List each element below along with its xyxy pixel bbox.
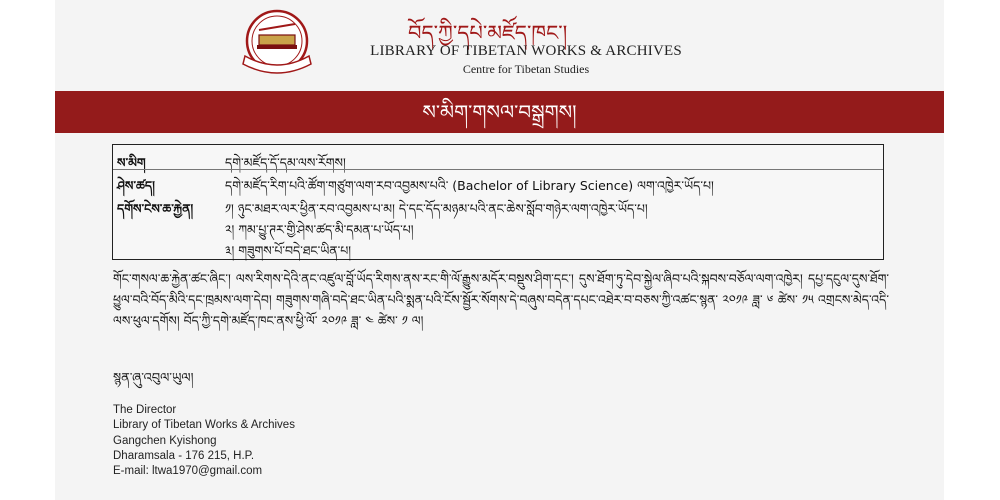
row-label: ས་མིག [117, 155, 146, 170]
banner-title: ས་མིག་གསལ་བསྒྲགས། [422, 100, 577, 124]
info-row-requirement-1 [113, 195, 883, 217]
vacancy-info-box [112, 144, 884, 260]
library-name: LIBRARY OF TIBETAN WORKS & ARCHIVES [370, 43, 682, 59]
info-row-qualification [113, 172, 883, 194]
right-margin [945, 0, 1000, 500]
row-value: ༢། ཀམ་པྱུ་ཊར་གྱི་ཤེས་ཚད་མི་དམན་པ་ཡོད་པ། [225, 222, 414, 237]
library-subtitle: Centre for Tibetan Studies [462, 62, 590, 76]
row-label: ཤེས་ཚད། [117, 178, 155, 193]
address-block [113, 403, 513, 479]
submission-heading: སྙན་ཞུ་འབུལ་ཡུལ། [113, 371, 194, 386]
row-label: དགོས་ངེས་ཆ་རྐྱེན། [117, 201, 194, 216]
address-line: Dharamsala - 176 215, H.P. [113, 449, 255, 462]
info-row-requirement-2 [113, 216, 883, 238]
divider [113, 169, 883, 170]
row-value: དགེ་མཛོད་དོ་དམ་ལས་རོགས། [225, 155, 346, 170]
row-value: དགེ་མཛོད་རིག་པའི་ཚོག་གཙུག་ལག་རབ་འབྱམས་པའི་ (Bachelor of Library Science) ལག་འཁྱེར་ཡོད་པ། [225, 178, 714, 193]
info-row-post [113, 149, 883, 171]
info-row-requirement-3 [113, 237, 883, 259]
address-line: The Director [113, 404, 177, 416]
document-page [55, 0, 944, 500]
body-paragraph: གོང་གསལ་ཆ་རྐྱེན་ཚང་ཞིང་། ལས་རིགས་དེའི་ནང་འཛུལ་བློ་ཡོད་རིགས་ནས་རང་གི་ལོ་རྒྱུས་མདོར་བསྡུས་ཤིག་དང་། དུས་ཐོག་ཏུ་དེབ་སྐྱེལ་ཞིབ་པའི་སྐབས་བཅོལ་ལག་འཁྱེར། དཔྱ་དངུལ་དུས་ཐོག་ཕྱུལ་བའི་བོད་མིའི་དང་ཁྲམས་ལག་དེབ། གཟུགས་གཞི་བདེ་ཐང་ཡིན་པའི་སྨན་པའི་ངོས་སྦྱོར་སོགས་དེ་བཞུས་བདེན་དཔང་འཐེར་བ་བཅས་ཀྱི་འཚང་སྙན་ ༢༠༡༩ ཟླ་ ༦ ཚེས་ ༡༥ འགྲངས་མེད་འདི་ལས་ཕུལ་དགོས། བོད་ཀྱི་དགེ་མཛོད་ཁང་ནས་ཕྱི་ལོ་ ༢༠༡༩ ཟླ་ ༤ ཚེས་ ༡ ལ། [113, 271, 889, 328]
row-value: ༡། ཉུང་མཐར་ལར་ཕྱིན་རབ་འབྱམས་པ་མ། དེ་དང་དོད་མཉམ་པའི་ནང་ཆེས་སློབ་གཉེར་ལག་འཁྱེར་ཡོད་པ། [225, 201, 648, 216]
tibetan-library-title: བོད་ཀྱི་དཔེ་མཛོད་ཁང་། [408, 21, 568, 45]
announcement-banner [55, 91, 944, 133]
address-line: Gangchen Kyishong [113, 434, 217, 447]
row-value: ༣། གཟུགས་པོ་བདེ་ཐང་ཡིན་པ། [225, 243, 352, 258]
left-margin [0, 0, 55, 500]
email-line[interactable]: E-mail: ltwa1970@gmail.com [113, 465, 263, 478]
ltwa-seal-icon [239, 8, 315, 80]
address-line: Library of Tibetan Works & Archives [113, 419, 295, 432]
